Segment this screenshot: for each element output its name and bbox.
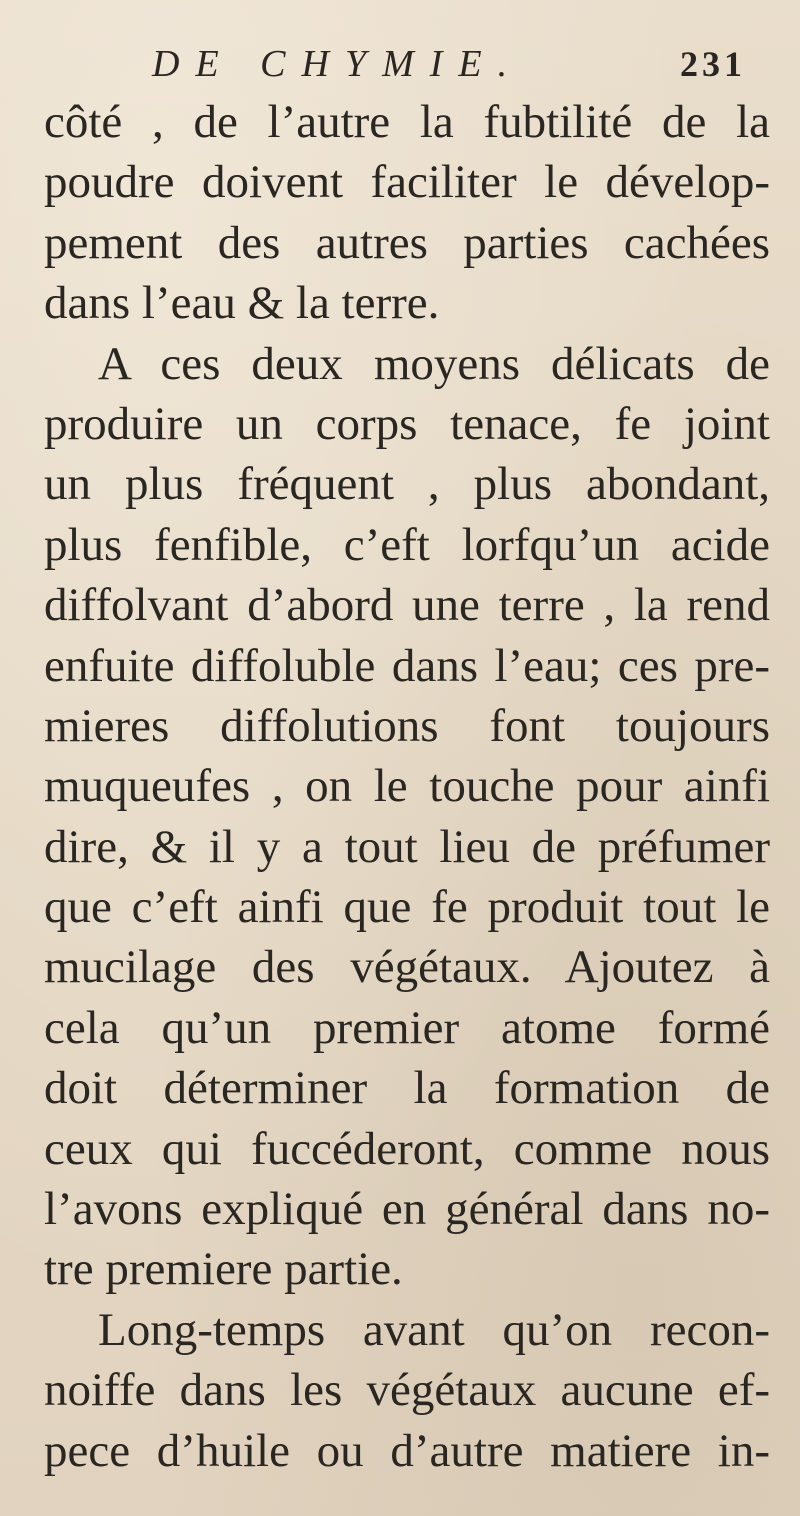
- running-head-title: DE CHYMIE.: [152, 43, 524, 85]
- running-head: [0, 40, 800, 88]
- body-text: [44, 92, 770, 1481]
- text-line: poudre doivent faciliter le dévelop-: [44, 156, 770, 209]
- text-line: dans l’eau & la terre.: [44, 277, 440, 330]
- text-line: mucilage des végétaux. Ajoutez à: [44, 941, 770, 994]
- page-number: 231: [680, 44, 746, 84]
- text-line: tre premiere partie.: [44, 1243, 403, 1296]
- text-line: pement des autres parties cachées: [44, 216, 770, 269]
- text-line: noiffe dans les végétaux aucune ef-: [44, 1364, 770, 1417]
- text-line: l’avons expliqué en général dans no-: [44, 1183, 770, 1236]
- text-line: pece d’huile ou d’autre matiere in-: [44, 1424, 770, 1477]
- text-line: Long-temps avant qu’on recon-: [98, 1303, 770, 1356]
- text-line: diffolvant d’abord une terre , la rend: [44, 579, 770, 632]
- text-line: ceux qui fuccéderont, comme nous: [44, 1122, 770, 1175]
- text-line: muqueufes , on le touche pour ainfi: [44, 760, 770, 813]
- text-line: que c’eft ainfi que fe produit tout le: [44, 881, 770, 934]
- text-line: un plus fréquent , plus abondant,: [44, 458, 770, 511]
- text-line: produire un corps tenace, fe joint: [44, 397, 770, 450]
- text-line: mieres diffolutions font toujours: [44, 699, 770, 752]
- text-line: A ces deux moyens délicats de: [98, 337, 770, 390]
- text-line: dire, & il y a tout lieu de préfumer: [44, 820, 770, 873]
- text-line: côté , de l’autre la fubtilité de la: [44, 96, 770, 148]
- text-line: doit déterminer la formation de: [44, 1062, 770, 1115]
- text-line: cela qu’un premier atome formé: [44, 1001, 770, 1054]
- text-line: enfuite diffoluble dans l’eau; ces pre-: [44, 639, 770, 692]
- text-line: plus fenfible, c’eft lorfqu’un acide: [44, 518, 770, 571]
